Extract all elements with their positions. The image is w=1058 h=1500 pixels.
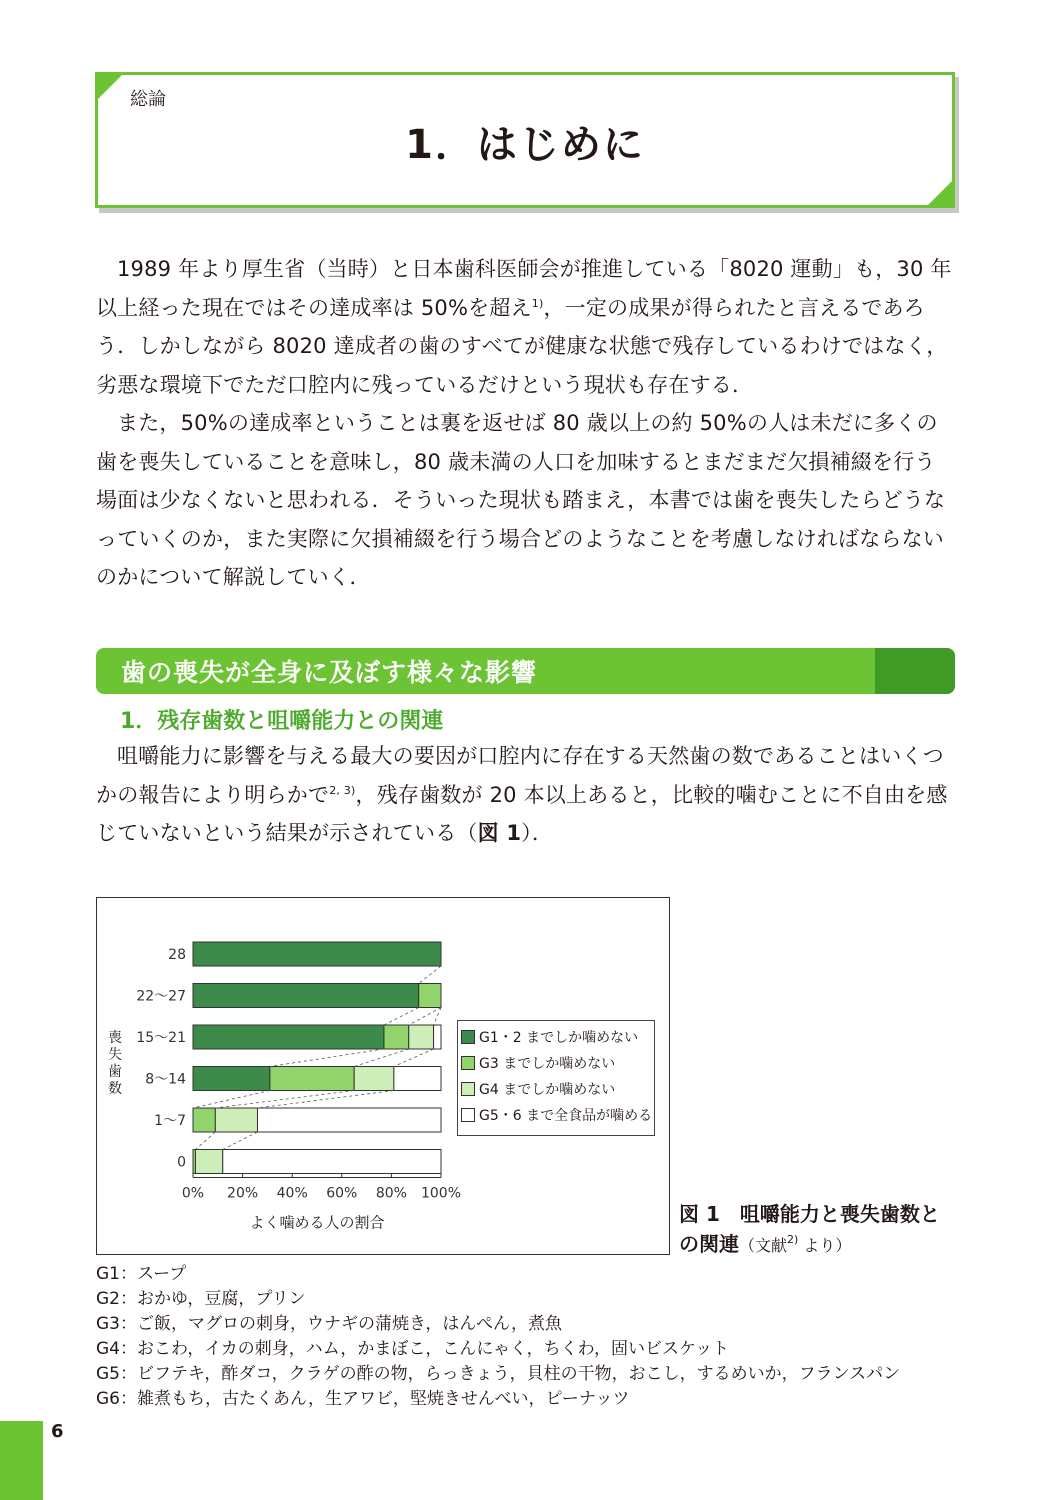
legend-swatch — [461, 1030, 475, 1044]
food-group-label: G4： — [96, 1339, 137, 1359]
chapter-title: 1．はじめに — [405, 122, 645, 168]
caption-source: （文献$^{2)}$ より） — [739, 1233, 852, 1255]
intro-paragraph-2: また，50%の達成率ということは裏を返せば 80 歳以上の約 50%の人は未だに多くの歯を喪失していることを意味し，80 歳未満の人口を加味するとまだまだ欠損補綴を行う場面は少なくないと思われる．そういった現状も踏まえ，本書では歯を喪失したらどうなっていくのか，また実際に欠損補綴を行う場合どのようなことを考慮しなければならないのかについて解説していく． — [96, 411, 946, 589]
bar-segment — [193, 1108, 215, 1132]
bar-segment — [195, 1150, 222, 1174]
bar-segment — [354, 1067, 394, 1091]
food-group-row — [96, 1337, 996, 1362]
page-number: 6 — [51, 1421, 64, 1442]
x-axis-title: よく噛める人の割合 — [249, 1213, 385, 1232]
connector-line — [215, 1091, 354, 1109]
bar-segment — [223, 1150, 441, 1174]
legend-item — [458, 1103, 654, 1129]
connector-line — [270, 1049, 384, 1067]
bar-segment — [193, 984, 419, 1008]
food-group-row — [96, 1312, 996, 1337]
page-tab — [0, 1421, 43, 1500]
section-title: 歯の喪失が全身に及ぼす様々な影響 — [121, 658, 538, 687]
bar-segment — [394, 1067, 441, 1091]
connector-line — [394, 1049, 434, 1067]
food-group-items: ビフテキ，酢ダコ，クラゲの酢の物，らっきょう，貝柱の干物，おこし，するめいか，フランスパン — [137, 1364, 901, 1384]
y-axis-title: 喪失歯数 — [108, 1030, 122, 1097]
food-group-label: G6： — [96, 1389, 137, 1409]
connector-line — [434, 1008, 441, 1026]
x-tick-label: 80% — [375, 1185, 407, 1202]
bar-segment — [419, 984, 441, 1008]
bar-segment — [193, 1067, 270, 1091]
connector-line — [409, 1008, 441, 1026]
legend-item — [458, 1025, 654, 1051]
food-group-label: G3： — [96, 1314, 137, 1334]
bar-segment — [193, 1025, 384, 1049]
x-tick-label: 0% — [181, 1185, 205, 1202]
food-group-items: おこわ，イカの刺身，ハム，かまぼこ，こんにゃく，ちくわ，固いビスケット — [137, 1339, 730, 1359]
bar-segment — [434, 1025, 441, 1049]
connector-line — [193, 1091, 270, 1109]
bar-segment — [384, 1025, 409, 1049]
connector-line — [223, 1132, 258, 1150]
figure-reference: 図 1 — [477, 821, 522, 845]
connector-line — [195, 1132, 215, 1150]
y-tick-label: 15～21 — [136, 1030, 186, 1046]
banner-decoration — [875, 648, 955, 694]
food-group-row — [96, 1387, 996, 1412]
connector-line — [419, 966, 441, 984]
section-banner — [96, 648, 955, 694]
food-group-items: 雑煮もち，古たくあん，生アワビ，堅焼きせんべい，ピーナッツ — [137, 1389, 630, 1409]
food-group-items: スープ — [137, 1264, 187, 1284]
bar-segment — [257, 1108, 441, 1132]
x-tick-label: 60% — [326, 1185, 358, 1202]
y-tick-label: 22～27 — [136, 988, 186, 1005]
y-tick-label: 0 — [177, 1154, 186, 1171]
bar-segment — [215, 1108, 257, 1132]
chapter-header — [95, 72, 955, 208]
legend-item — [458, 1051, 654, 1077]
figure-caption: 図 1 咀嚼能力と喪失歯数との関連（文献$^{2)}$ より） — [679, 1202, 940, 1256]
legend-swatch — [461, 1056, 475, 1070]
intro-text — [96, 250, 956, 597]
x-tick-label: 100% — [420, 1185, 462, 1202]
food-group-label: G1： — [96, 1264, 137, 1284]
food-group-row — [96, 1287, 996, 1312]
legend-label: G1・2 までしか噛めない — [479, 1030, 639, 1046]
legend-item — [458, 1077, 654, 1103]
food-group-items: ご飯，マグロの刺身，ウナギの蒲焼き，はんぺん，煮魚 — [137, 1314, 562, 1334]
intro-paragraph-1: 1989 年より厚生省（当時）と日本歯科医師会が推進している「8020 運動」も，30 年以上経った現在ではその達成率は 50%を超え$^{1)}$，一定の成果が得られたと言えるであろう．しかしながら 8020 達成者の歯のすべてが健康な状態で残存しているわけではなく，劣悪な環境下でただ口腔内に残っているだけという現状も存在する． — [96, 257, 952, 397]
legend-label: G3 までしか噛めない — [479, 1056, 616, 1072]
legend-label: G5・6 まで全食品が噛める — [479, 1108, 653, 1124]
bar-segment — [193, 942, 441, 966]
bar-segment — [270, 1067, 354, 1091]
y-tick-label: 28 — [168, 947, 186, 963]
subsection-title: 1．残存歯数と咀嚼能力との関連 — [120, 709, 444, 734]
citation: 1) — [531, 296, 544, 310]
food-group-label: G5： — [96, 1364, 137, 1384]
section-paragraph: 咀嚼能力に影響を与える最大の要因が口腔内に存在する天然歯の数であることはいくつかの報告により明らかで$^{2, 3)}$，残存歯数が 20 本以上あると，比較的噛むことに不自由を感じていないという結果が示されている（図 1）． — [96, 744, 948, 845]
bar-segment — [409, 1025, 434, 1049]
x-tick-label: 40% — [276, 1185, 308, 1202]
legend-swatch — [461, 1108, 475, 1122]
y-tick-label: 1～7 — [154, 1113, 186, 1129]
connector-line — [257, 1091, 393, 1109]
chart-legend — [457, 1020, 655, 1136]
y-tick-label: 8～14 — [145, 1071, 186, 1088]
food-group-items: おかゆ，豆腐，プリン — [137, 1289, 306, 1309]
food-group-label: G2： — [96, 1289, 137, 1309]
header-corner-decoration — [95, 72, 125, 102]
x-tick-label: 20% — [227, 1185, 259, 1202]
section-text — [96, 737, 956, 853]
legend-label: G4 までしか噛めない — [479, 1082, 616, 1098]
food-group-list — [96, 1262, 996, 1412]
citation: 2, 3) — [329, 783, 356, 797]
header-corner-decoration — [925, 178, 955, 208]
food-group-row — [96, 1262, 996, 1287]
legend-swatch — [461, 1082, 475, 1096]
chapter-kicker: 総論 — [130, 89, 166, 110]
food-group-row — [96, 1362, 996, 1387]
